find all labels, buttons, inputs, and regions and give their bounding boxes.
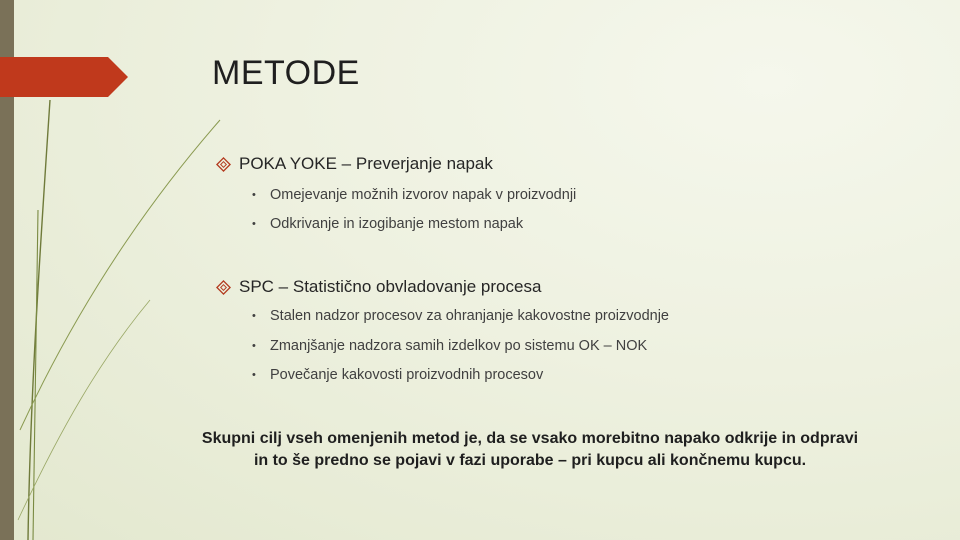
title-arrow-tab	[0, 57, 128, 97]
list-item	[252, 367, 543, 383]
section-heading-text: SPC – Statistično obvladovanje procesa	[239, 277, 542, 296]
summary-line-2: in to še predno se pojavi v fazi uporabe – pri kupcu ali končnemu kupcu.	[253, 452, 807, 469]
diamond-outline-icon	[216, 280, 231, 295]
summary-line-1: Skupni cilj vseh omenjenih metod je, da se vsako morebitno napako odkrije in odpravi	[201, 430, 859, 447]
diamond-outline-icon	[216, 157, 231, 172]
slide-title: METODE	[212, 54, 360, 92]
list-item	[252, 338, 647, 354]
section-heading-poka-yoke	[216, 154, 493, 174]
bullet-icon: •	[252, 369, 256, 381]
list-item-text: Zmanjšanje nadzora samih izdelkov po sistemu OK – NOK	[270, 338, 648, 354]
list-item-text: Stalen nadzor procesov za ohranjanje kakovostne proizvodnje	[270, 308, 669, 324]
bullet-icon: •	[252, 189, 256, 201]
list-item	[252, 308, 669, 324]
bullet-icon: •	[252, 310, 256, 322]
section-heading-text: POKA YOKE – Preverjanje napak	[239, 154, 493, 173]
bullet-icon: •	[252, 218, 256, 230]
summary-text	[190, 428, 870, 472]
bullet-icon: •	[252, 340, 256, 352]
list-item-text: Odkrivanje in izogibanje mestom napak	[270, 216, 524, 232]
list-item	[252, 216, 523, 232]
section-heading-spc	[216, 277, 541, 297]
list-item	[252, 187, 576, 203]
list-item-text: Povečanje kakovosti proizvodnih procesov	[270, 367, 544, 383]
list-item-text: Omejevanje možnih izvorov napak v proizvodnji	[270, 187, 577, 203]
